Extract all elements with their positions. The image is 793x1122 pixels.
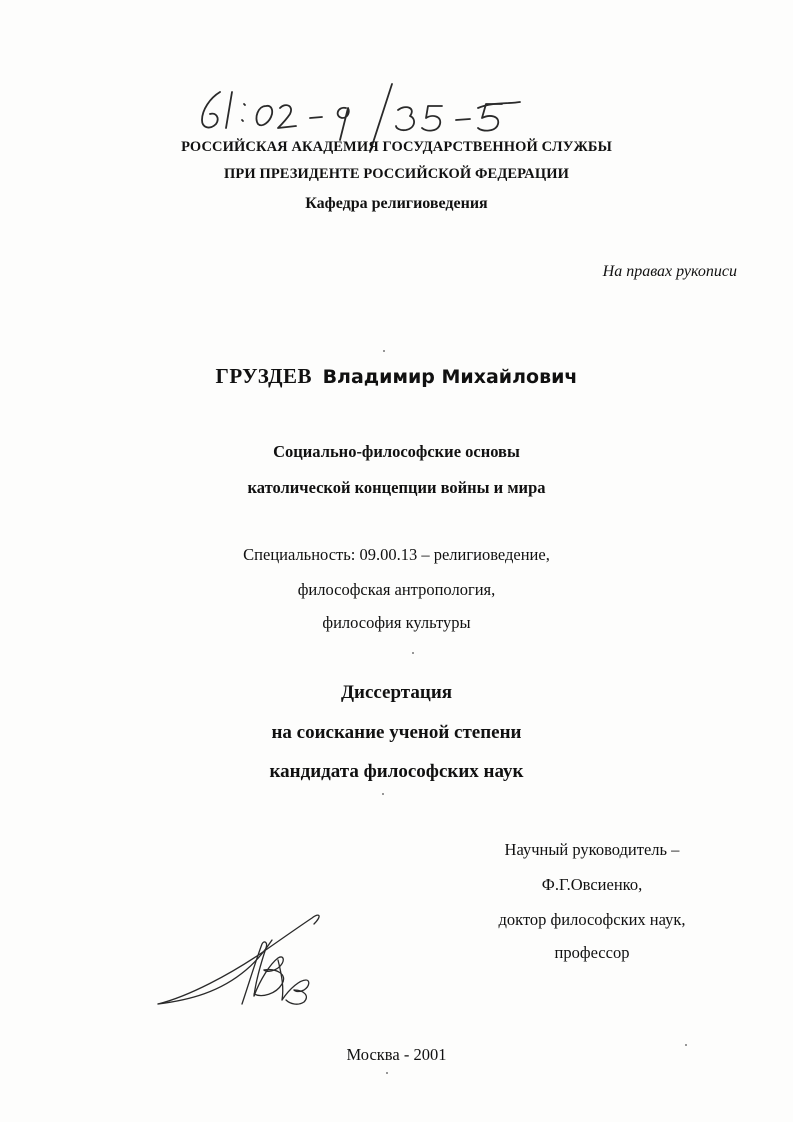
department-name: Кафедра религиоведения [305, 195, 488, 212]
organization-name-line-2: ПРИ ПРЕЗИДЕНТЕ РОССИЙСКОЙ ФЕДЕРАЦИИ [224, 166, 569, 182]
scan-speck [685, 1044, 687, 1046]
scan-speck [383, 350, 385, 352]
specialty-line-1: Специальность: 09.00.13 – религиоведение, [243, 545, 550, 564]
thesis-title-line-2: католической концепции войны и мира [247, 478, 546, 497]
thesis-title-line-1: Социально-философские основы [273, 442, 520, 461]
organization-name-line-1: РОССИЙСКАЯ АКАДЕМИЯ ГОСУДАРСТВЕННОЙ СЛУЖБЫ [181, 139, 612, 155]
scan-speck [382, 793, 384, 795]
handwritten-signature [150, 900, 350, 1020]
place-and-year: Москва - 2001 [346, 1045, 447, 1064]
scan-speck [386, 1072, 388, 1074]
specialty-line-2: философская антропология, [297, 580, 496, 599]
degree-line-3: кандидата философских наук [269, 761, 524, 782]
supervisor-name: Ф.Г.Овсиенко, [541, 875, 643, 894]
degree-line-2: на соискание ученой степени [271, 722, 522, 743]
degree-line-1: Диссертация [340, 682, 453, 703]
supervisor-role: Научный руководитель – [504, 840, 680, 859]
author-surname: ГРУЗДЕВ [215, 364, 313, 388]
author-name [0, 364, 793, 389]
supervisor-degree: доктор философских наук, [498, 910, 686, 929]
scan-speck [412, 652, 414, 654]
author-given-names: Владимир Михайлович [322, 366, 578, 388]
manuscript-rights-note: На правах рукописи [602, 263, 737, 280]
specialty-line-3: философия культуры [322, 613, 471, 632]
supervisor-title: профессор [554, 943, 630, 962]
